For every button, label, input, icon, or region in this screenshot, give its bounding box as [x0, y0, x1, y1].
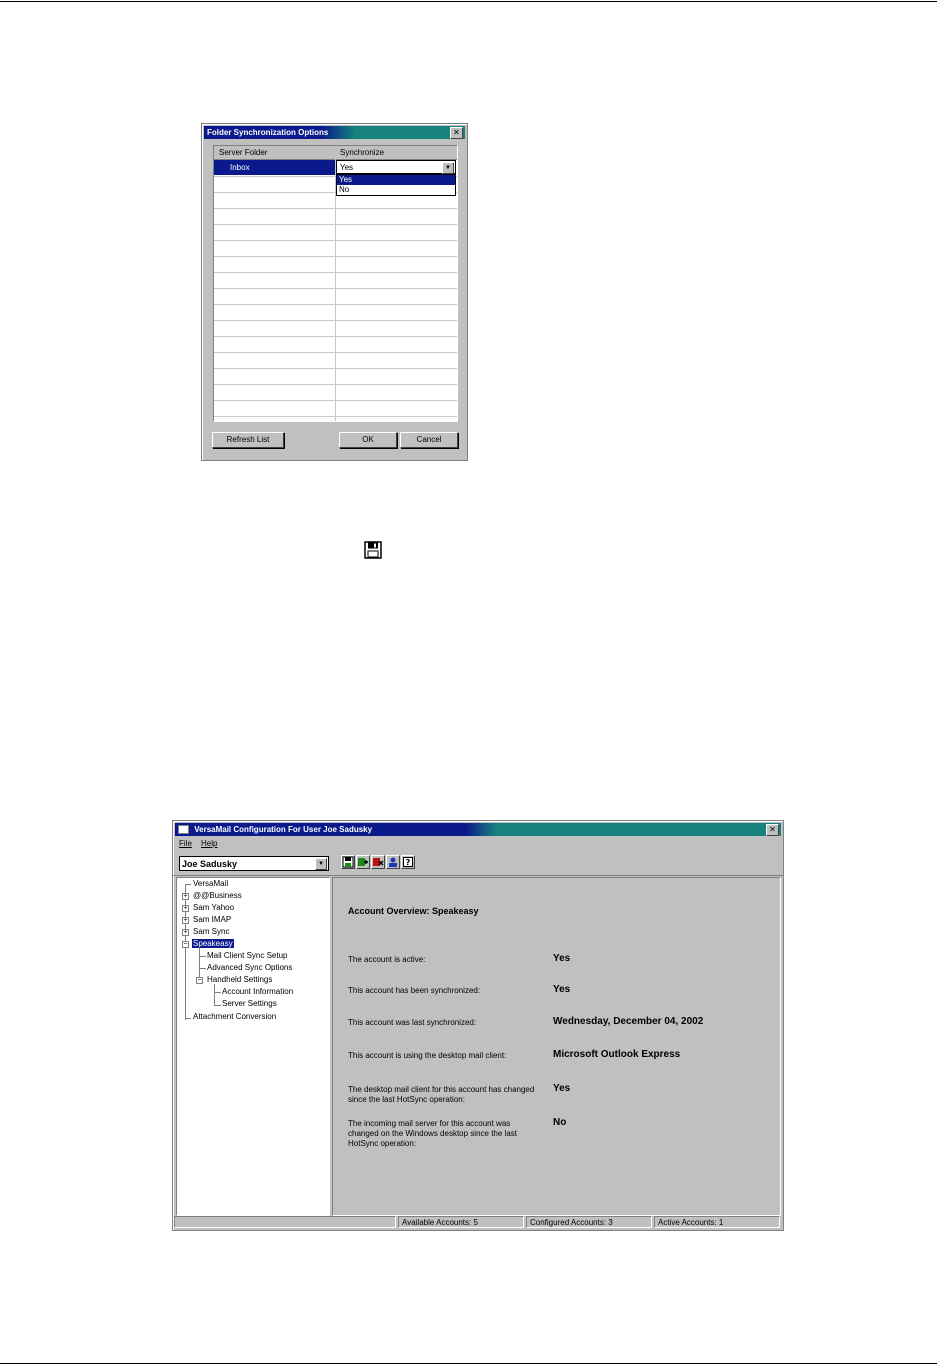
folder-sync-dialog	[201, 123, 468, 461]
menu-bar	[179, 839, 379, 850]
svg-text:?: ?	[405, 858, 411, 867]
table-row	[214, 272, 457, 289]
dialog-titlebar	[204, 126, 465, 139]
grid-header	[214, 146, 457, 160]
toolbar	[341, 855, 431, 871]
menu-help[interactable]: Help	[201, 839, 218, 848]
table-row	[214, 320, 457, 337]
table-row	[214, 304, 457, 321]
status-active-accounts: Active Accounts: 1	[654, 1216, 780, 1228]
field-label-synchronized: This account has been synchronized:	[348, 986, 481, 995]
synchronize-value: Yes	[340, 163, 354, 172]
table-row	[214, 352, 457, 369]
save-icon[interactable]	[341, 855, 355, 869]
tree-connector	[214, 992, 221, 993]
versamail-title: VersaMail Configuration For User Joe Sadusky	[194, 825, 373, 834]
folder-grid	[213, 145, 458, 422]
dropdown-option-yes[interactable]: Yes	[337, 175, 455, 185]
column-server-folder: Server Folder	[219, 148, 268, 157]
tree-connector	[185, 884, 191, 885]
field-value-synchronized: Yes	[553, 984, 571, 995]
tree-connector	[185, 1018, 191, 1019]
tree-item-advanced-sync[interactable]: Advanced Sync Options	[207, 963, 293, 972]
field-label-active: The account is active:	[348, 955, 426, 964]
expand-icon[interactable]: +	[183, 905, 188, 912]
table-row	[214, 384, 457, 401]
versamail-window	[172, 820, 784, 1231]
tree-item-sam-yahoo[interactable]: Sam Yahoo	[193, 903, 235, 912]
bottom-rule	[0, 1363, 937, 1364]
tree-item-versamail[interactable]: VersaMail	[193, 879, 229, 888]
field-label-last-synchronized: This account was last synchronized:	[348, 1018, 477, 1027]
field-value-last-synchronized: Wednesday, December 04, 2002	[553, 1016, 704, 1027]
collapse-icon[interactable]: −	[197, 977, 202, 984]
user-icon[interactable]	[386, 855, 400, 869]
tree-item-mail-client-sync[interactable]: Mail Client Sync Setup	[207, 951, 288, 960]
tree-connector	[199, 968, 206, 969]
table-row	[214, 400, 457, 417]
tree-item-server-settings[interactable]: Server Settings	[222, 999, 277, 1008]
table-row	[214, 256, 457, 273]
field-value-server-changed: No	[553, 1117, 567, 1128]
refresh-list-button[interactable]: Refresh List	[212, 432, 284, 448]
field-value-desktop-client: Microsoft Outlook Express	[553, 1049, 681, 1060]
close-icon[interactable]: ✕	[766, 824, 779, 836]
dialog-title: Folder Synchronization Options	[207, 128, 329, 137]
field-value-client-changed: Yes	[553, 1083, 571, 1094]
add-account-icon[interactable]	[356, 855, 370, 869]
help-icon[interactable]	[401, 855, 415, 869]
table-row	[214, 336, 457, 353]
tree-item-account-information[interactable]: Account Information	[222, 987, 294, 996]
tree-item-speakeasy[interactable]: Speakeasy	[193, 939, 233, 948]
tree-connector	[214, 984, 215, 1006]
delete-account-icon[interactable]	[371, 855, 385, 869]
account-tree	[176, 877, 330, 1216]
field-value-active: Yes	[553, 953, 571, 964]
table-row	[214, 224, 457, 241]
top-rule	[0, 1, 937, 2]
synchronize-combo[interactable]	[336, 160, 456, 174]
column-synchronize: Synchronize	[340, 148, 385, 157]
field-label-client-changed: The desktop mail client for this account has changed since the last HotSync operation:	[348, 1085, 535, 1104]
toolbar-separator	[173, 875, 783, 876]
tree-item-business[interactable]: @@Business	[193, 891, 242, 900]
synchronize-dropdown	[336, 174, 456, 196]
floppy-disk-icon	[364, 541, 382, 559]
expand-icon[interactable]: +	[183, 893, 188, 900]
overview-title: Account Overview: Speakeasy	[348, 906, 479, 916]
expand-icon[interactable]: +	[183, 917, 188, 924]
tree-item-sam-sync[interactable]: Sam Sync	[193, 927, 230, 936]
tree-item-sam-imap[interactable]: Sam IMAP	[193, 915, 232, 924]
status-available-accounts: Available Accounts: 5	[398, 1216, 524, 1228]
envelope-icon	[178, 825, 189, 834]
folder-name: Inbox	[230, 163, 250, 172]
cancel-button[interactable]: Cancel	[400, 432, 458, 448]
chevron-down-icon[interactable]: ▼	[315, 858, 327, 870]
table-row	[214, 288, 457, 305]
menu-file[interactable]: File	[179, 839, 192, 848]
tree-item-attachment-conversion[interactable]: Attachment Conversion	[193, 1012, 277, 1021]
tree-connector	[199, 956, 206, 957]
collapse-icon[interactable]: −	[183, 941, 188, 948]
status-blank	[174, 1216, 396, 1228]
table-row	[214, 208, 457, 225]
account-overview-panel	[332, 877, 781, 1216]
tree-connector	[214, 1005, 221, 1006]
table-row	[214, 368, 457, 385]
field-label-server-changed: The incoming mail server for this account was changed on the Windows desktop since the last HotSync operation:	[348, 1119, 517, 1148]
status-configured-accounts: Configured Accounts: 3	[526, 1216, 652, 1228]
table-row	[214, 240, 457, 257]
chevron-down-icon[interactable]: ▼	[442, 162, 454, 174]
expand-icon[interactable]: +	[183, 929, 188, 936]
tree-item-handheld-settings[interactable]: Handheld Settings	[207, 975, 273, 984]
dropdown-option-no[interactable]: No	[339, 185, 350, 194]
close-icon[interactable]: ✕	[450, 127, 463, 139]
field-label-desktop-client: This account is using the desktop mail client:	[348, 1051, 507, 1060]
ok-button[interactable]: OK	[339, 432, 397, 448]
versamail-titlebar	[175, 823, 781, 836]
user-select[interactable]	[179, 856, 329, 871]
user-select-value: Joe Sadusky	[182, 859, 238, 869]
